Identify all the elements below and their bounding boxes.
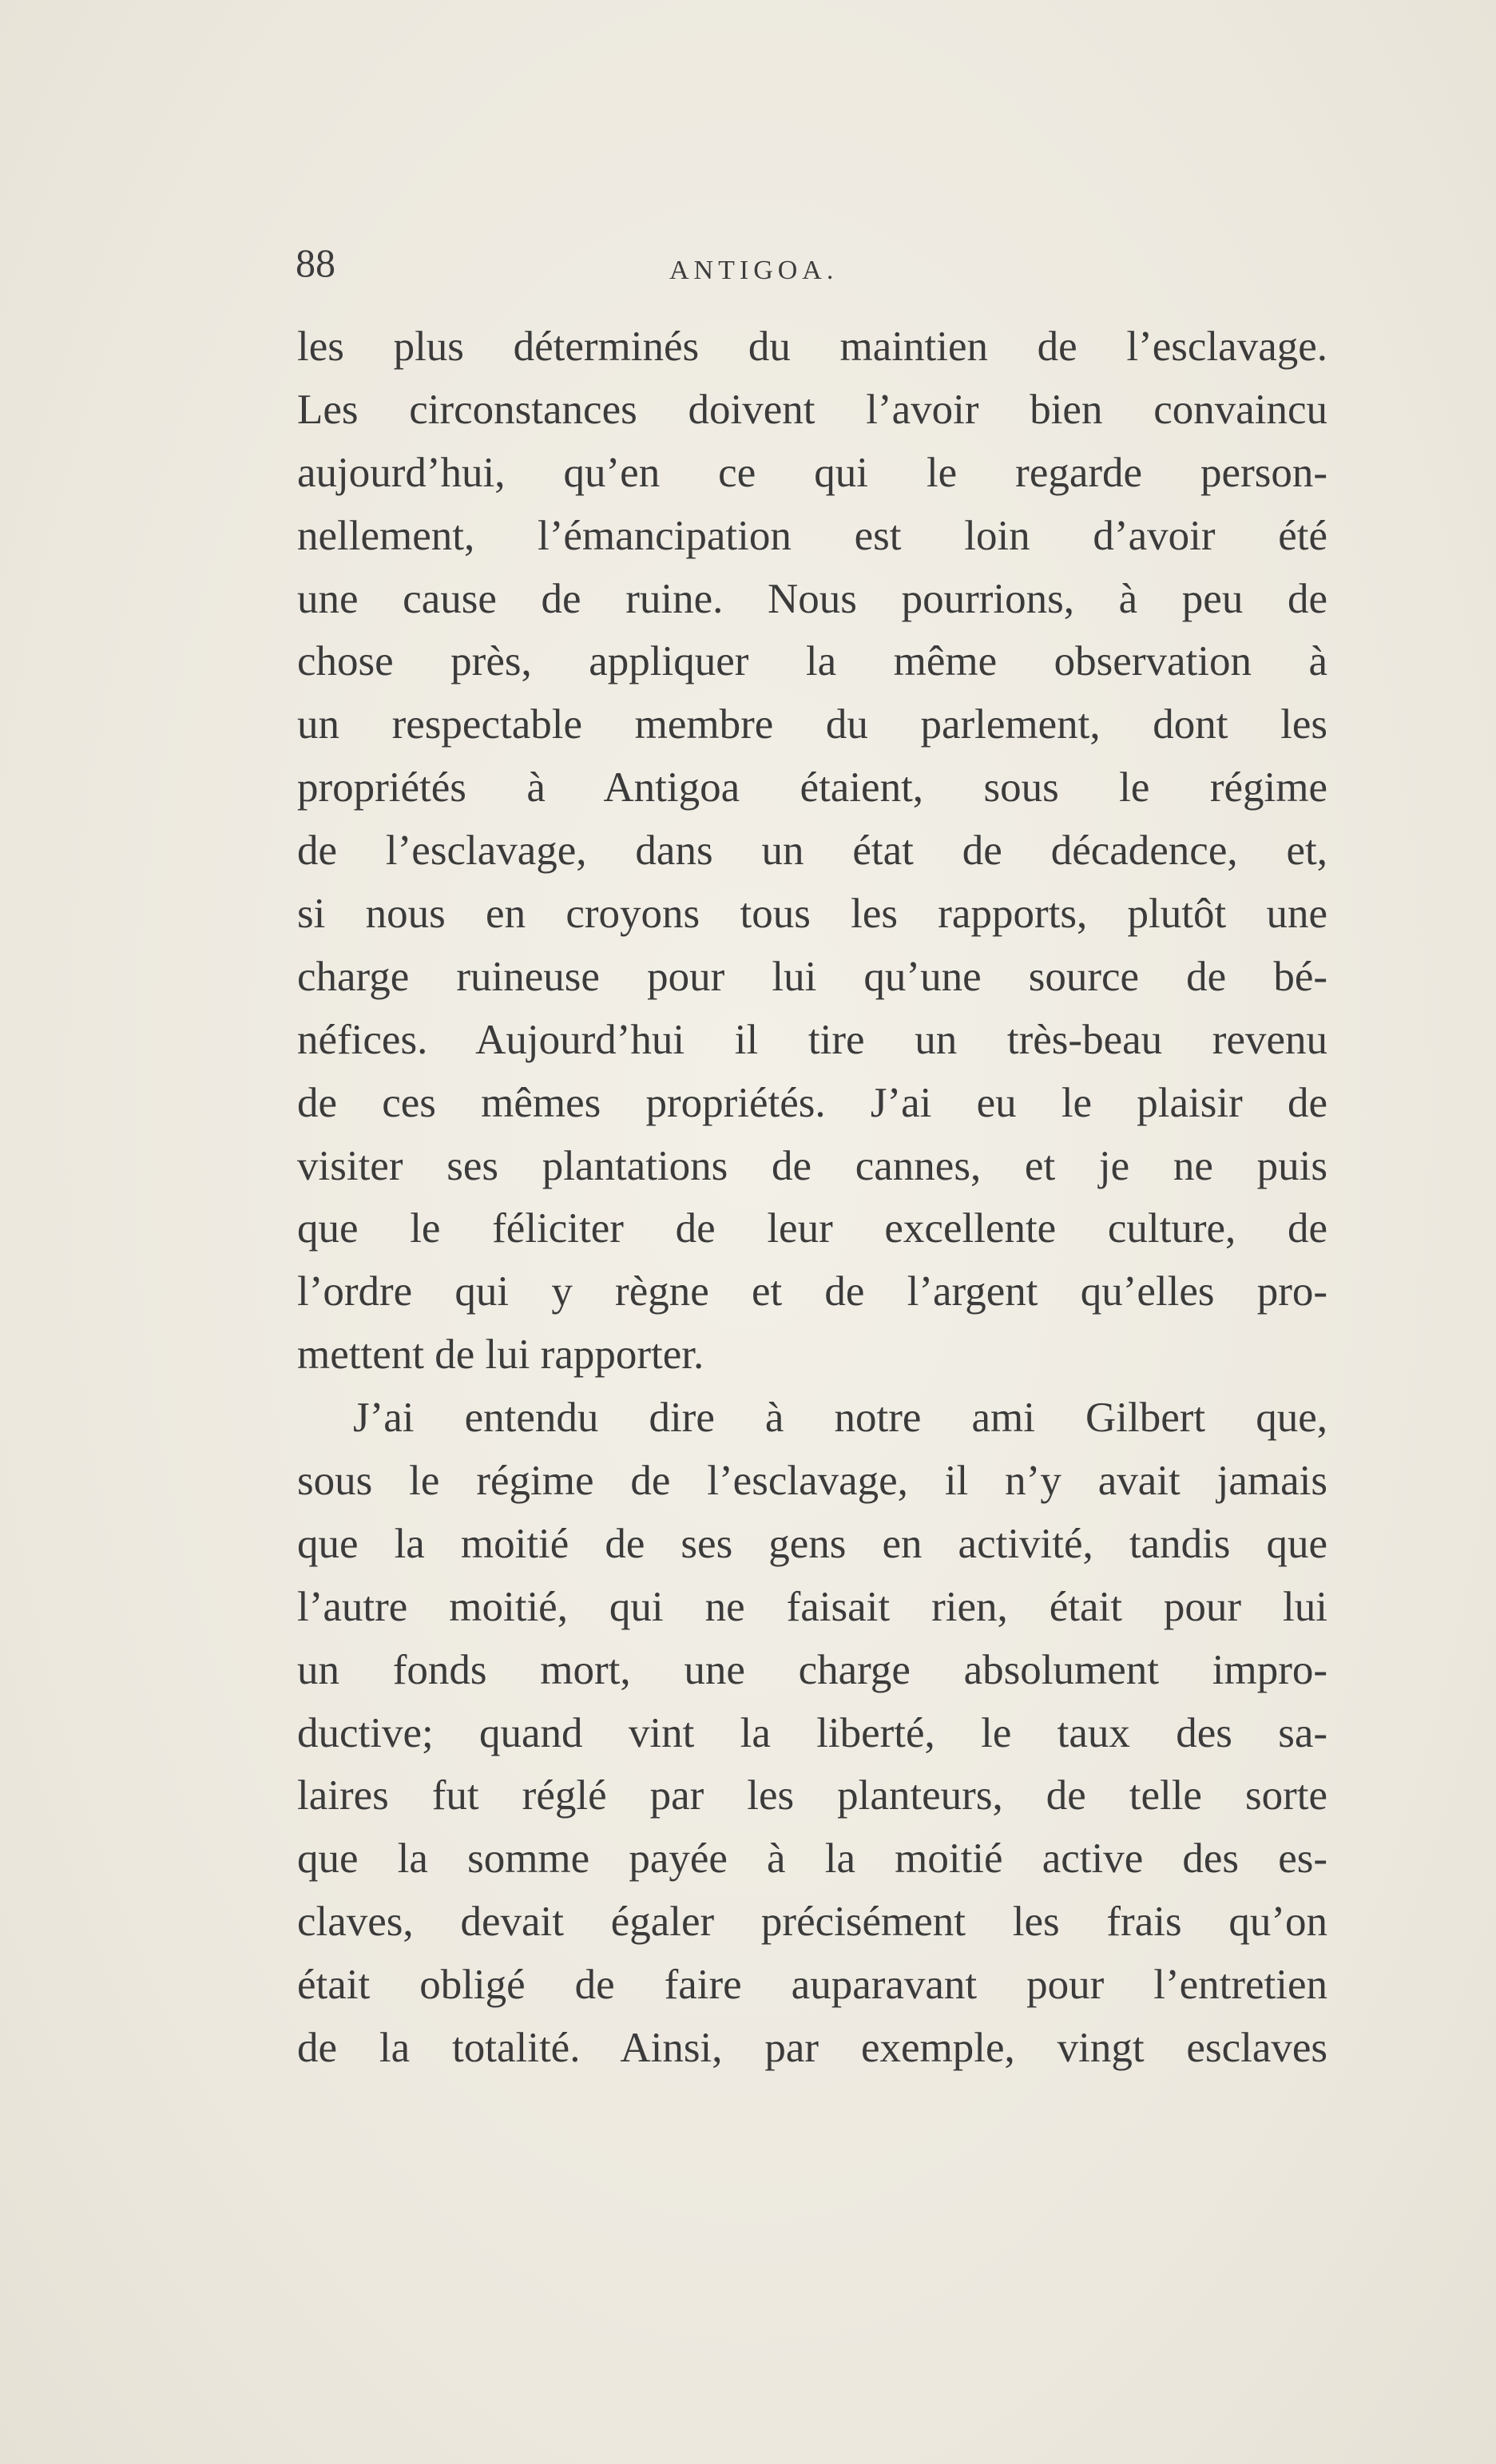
text-line: mettent de lui rapporter. [297, 1331, 704, 1379]
text-line: sous le régime de l’esclavage, il n’y avait jamais [297, 1458, 1327, 1505]
text-line: était obligé de faire auparavant pour l’entretien [297, 1962, 1327, 2009]
text-line: claves, devait égaler précisément les frais qu’on [297, 1899, 1327, 1946]
text-line: l’autre moitié, qui ne faisait rien, était pour lui [297, 1583, 1327, 1630]
page-number: 88 [296, 240, 335, 285]
text-line: de l’esclavage, dans un état de décadence, et, [297, 827, 1327, 875]
text-line: un respectable membre du parlement, dont les [297, 701, 1327, 748]
text-line: l’ordre qui y règne et de l’argent qu’elles pro- [297, 1268, 1327, 1315]
text-line: que le féliciter de leur excellente culture, de [297, 1205, 1327, 1252]
text-line: laires fut réglé par les planteurs, de telle sorte [297, 1772, 1327, 1819]
text-line: chose près, appliquer la même observation à [297, 638, 1327, 685]
text-line: que la moitié de ses gens en activité, tandis que [297, 1520, 1327, 1567]
text-line: visiter ses plantations de cannes, et je ne puis [297, 1142, 1327, 1189]
text-line: si nous en croyons tous les rapports, plutôt une [297, 891, 1327, 938]
text-line: charge ruineuse pour lui qu’une source de bé- [297, 953, 1327, 1000]
text-line: une cause de ruine. Nous pourrions, à peu de [297, 575, 1327, 622]
text-line: propriétés à Antigoa étaient, sous le régime [297, 764, 1327, 811]
text-line: les plus déterminés du maintien de l’esclavage. [297, 323, 1327, 370]
text-line: J’ai entendu dire à notre ami Gilbert que, [353, 1395, 1327, 1442]
text-line: Les circonstances doivent l’avoir bien convaincu [297, 386, 1327, 433]
text-line: un fonds mort, une charge absolument impro- [297, 1646, 1327, 1693]
text-line: de la totalité. Ainsi, par exemple, vingt esclaves [297, 2025, 1327, 2072]
page-header [296, 240, 1334, 304]
text-line: aujourd’hui, qu’en ce qui le regarde person- [297, 449, 1327, 496]
text-line: que la somme payée à la moitié active des es- [297, 1835, 1327, 1883]
running-head: ANTIGOA. [669, 256, 839, 285]
text-line: de ces mêmes propriétés. J’ai eu le plaisir de [297, 1079, 1327, 1126]
text-line: ductive; quand vint la liberté, le taux des sa- [297, 1709, 1327, 1756]
text-line: nellement, l’émancipation est loin d’avoir été [297, 512, 1327, 559]
text-line: néfices. Aujourd’hui il tire un très-beau revenu [297, 1016, 1327, 1063]
body-text [297, 315, 1327, 2080]
